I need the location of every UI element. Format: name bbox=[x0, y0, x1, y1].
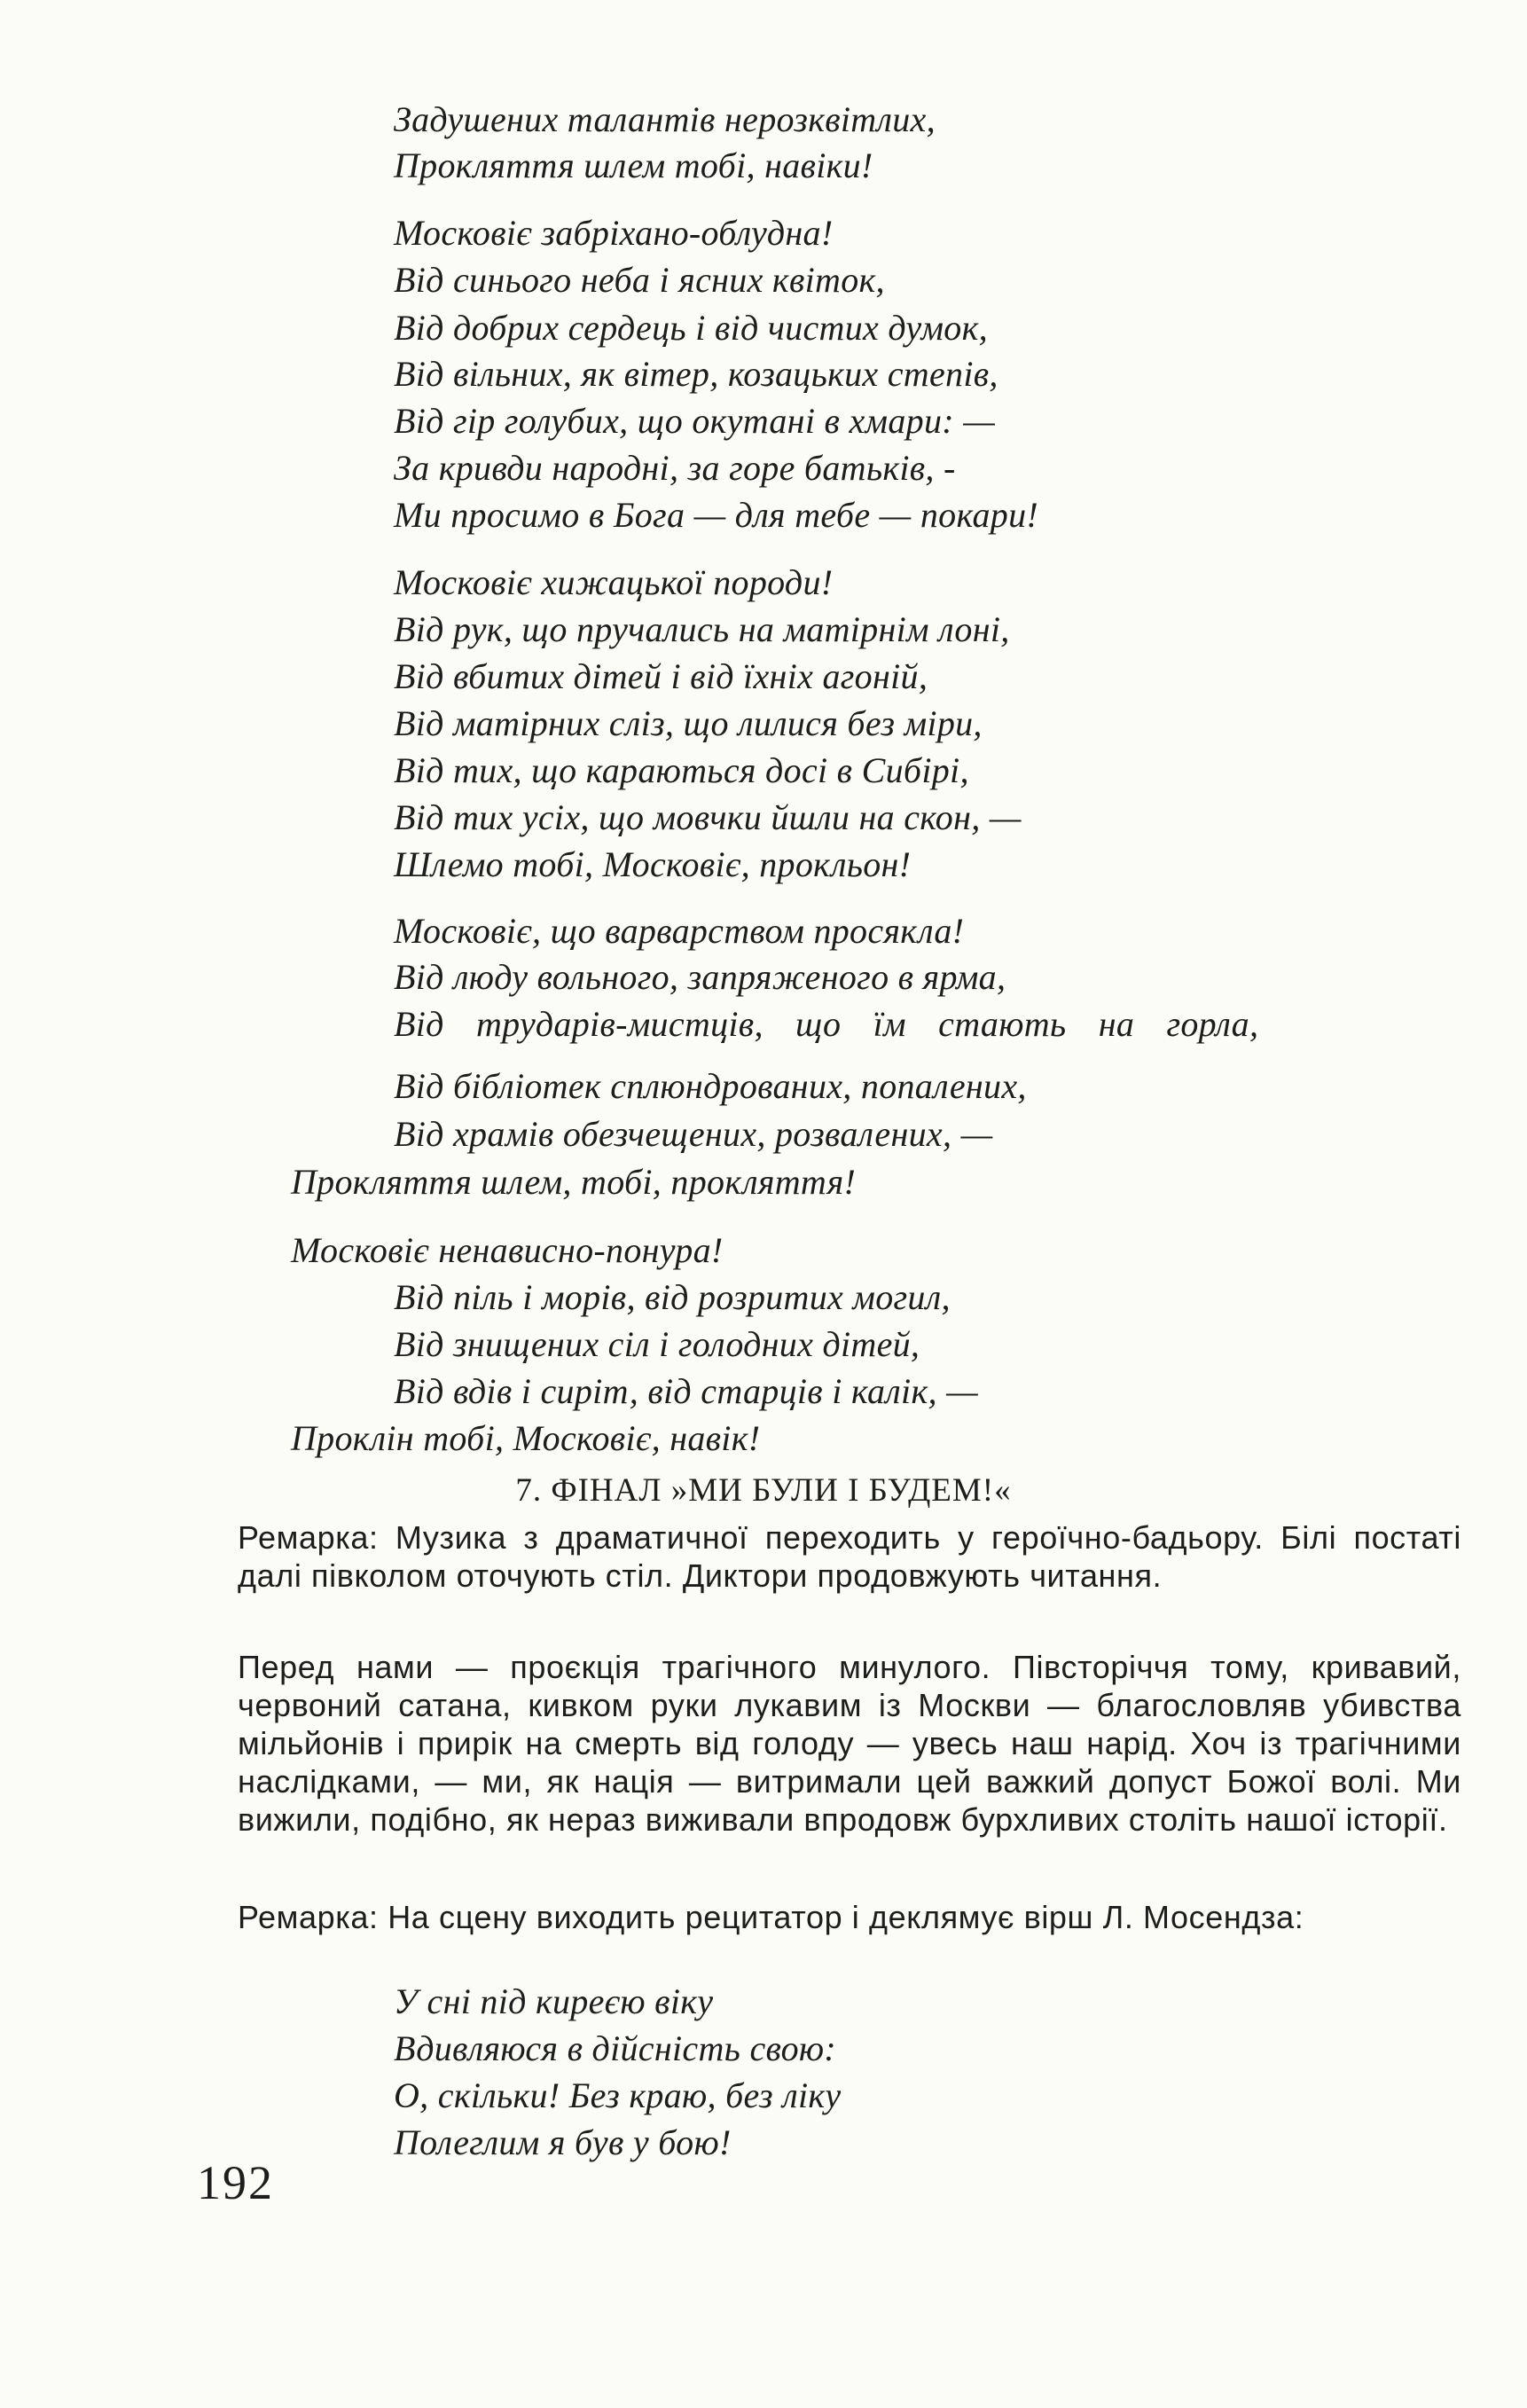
section-heading: 7. ФІНАЛ »МИ БУЛИ І БУДЕМ!« bbox=[515, 1472, 1012, 1509]
poem-line: Від матірних сліз, що лилися без міри, bbox=[394, 703, 983, 743]
poem-line: Московіє, що варварством просякла! bbox=[394, 911, 965, 951]
poem-line: Московіє забріхано-облудна! bbox=[394, 213, 834, 253]
poem-line: Від тих усіх, що мовчки йшли на скон, — bbox=[394, 797, 1022, 837]
poem-line: Від піль і морів, від розритих могил, bbox=[394, 1277, 951, 1317]
poem-line: Від люду вольного, запряженого в ярма, bbox=[394, 957, 1006, 997]
poem-line: За кривди народні, за горе батьків, - bbox=[394, 448, 956, 488]
poem-line: Московіє ненависно-понура! bbox=[291, 1230, 724, 1270]
poem-line: Вдивляюся в дійсність свою: bbox=[394, 2028, 837, 2068]
poem-line: Полеглим я був у бою! bbox=[394, 2122, 732, 2162]
poem-line: Прокляття шлем тобі, навіки! bbox=[394, 145, 873, 185]
poem-line: Від вільних, як вітер, козацьких степів, bbox=[394, 354, 998, 394]
poem-line: Проклін тобі, Московіє, навік! bbox=[291, 1418, 761, 1458]
poem-line: Від тих, що караються досі в Сибірі, bbox=[394, 750, 969, 790]
poem-line: Московіє хижацької породи! bbox=[394, 562, 834, 602]
poem-line: Від бібліотек сплюндрованих, попалених, bbox=[394, 1066, 1027, 1106]
poem-line: Від гір голубих, що окутані в хмари: — bbox=[394, 401, 996, 441]
poem-line: Шлемо тобі, Московіє, прокльон! bbox=[394, 844, 912, 884]
poem-line: Від синього неба і ясних квіток, bbox=[394, 260, 885, 300]
poem-line: Від трударів-мистців, що їм стають на горла, bbox=[394, 1004, 1259, 1044]
page-number: 192 bbox=[197, 2156, 274, 2209]
poem-line: Задушених талантів нерозквітлих, bbox=[394, 99, 936, 139]
poem-line: Від храмів обезчещених, розвалених, — bbox=[394, 1114, 993, 1154]
remark-paragraph: Ремарка: Музика з драматичної переходить у героїчно-бадьору. Білі постаті далі півколом оточують стіл. Диктори продовжують читання. bbox=[238, 1519, 1461, 1594]
poem-line: Ми просимо в Бога — для тебе — покари! bbox=[394, 495, 1038, 535]
poem-line: Від знищених сіл і голодних дітей, bbox=[394, 1324, 920, 1364]
poem-line: Від вдів і сиріт, від старців і калік, — bbox=[394, 1371, 978, 1411]
poem-line: Від рук, що пручались на матірнім лоні, bbox=[394, 609, 1010, 649]
body-paragraph: Перед нами — проєкція трагічного минулого. Півсторіччя тому, кривавий, червоний сатана, кивком руки лукавим із Москви — благословляв убивства мільйонів і прирік на смерть від голоду — увесь наш нарід. Хоч із трагічними наслідками, — ми, як нація — витримали цей важкий допуст Божої волі. Ми вижили, подібно, як нераз виживали впродовж бурхливих століть нашої історії. bbox=[238, 1649, 1461, 1838]
poem-line: Від добрих сердець і від чистих думок, bbox=[394, 308, 988, 348]
remark-paragraph: Ремарка: На сцену виходить рецитатор і деклямує вірш Л. Мосендза: bbox=[238, 1899, 1304, 1935]
poem-line: О, скільки! Без краю, без ліку bbox=[394, 2075, 842, 2115]
poem-line: Від вбитих дітей і від їхніх агоній, bbox=[394, 656, 928, 696]
poem-line: У сні під киреєю віку bbox=[394, 1981, 714, 2021]
poem-line: Прокляття шлем, тобі, прокляття! bbox=[291, 1162, 857, 1202]
